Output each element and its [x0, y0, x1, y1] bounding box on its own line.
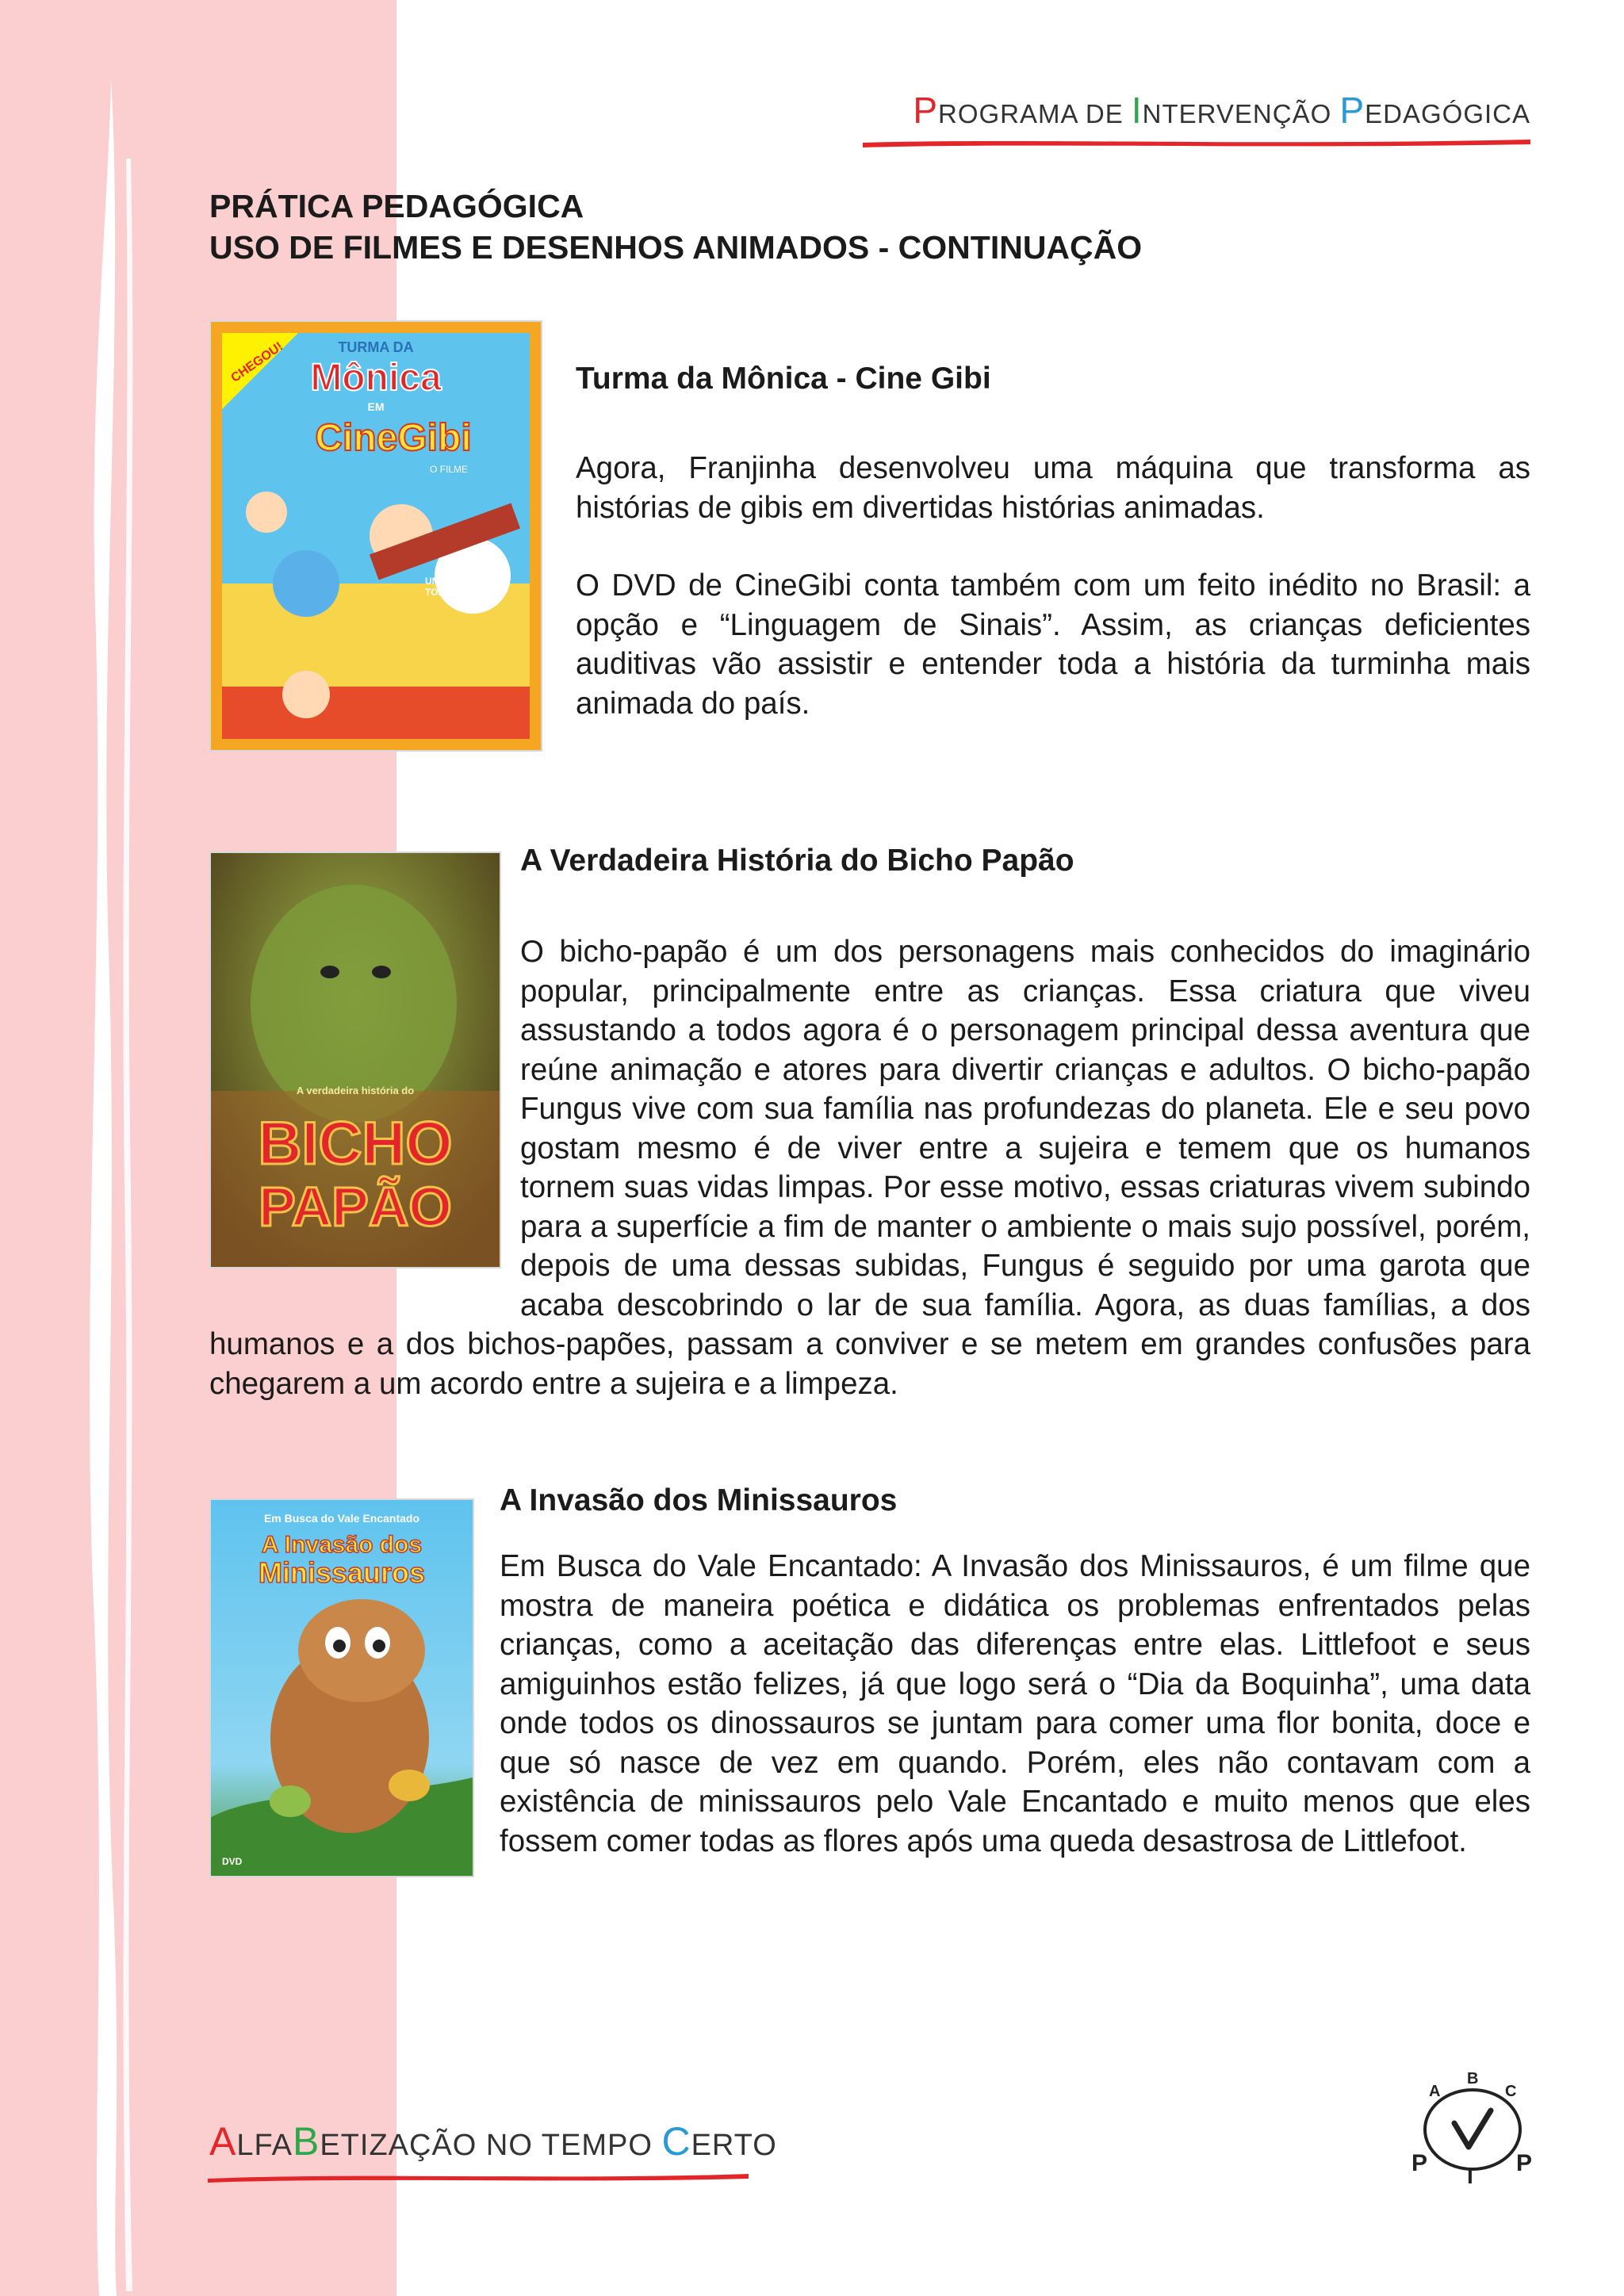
footer-program-name [209, 2118, 777, 2164]
header-cap-p2: P [1339, 90, 1365, 131]
cover1-chegou: CHEGOU! [228, 339, 286, 385]
logo-letter-c: C [1505, 2083, 1517, 2100]
white-brush-stroke [75, 79, 155, 2296]
footer-red-underline [208, 2169, 749, 2183]
logo-letter-b: B [1467, 2070, 1479, 2087]
cover-turma-da-monica [209, 320, 542, 752]
item-3-heading: A Invasão dos Minissauros [500, 1483, 898, 1517]
item-1-heading: Turma da Mônica - Cine Gibi [576, 362, 991, 396]
footer-text-3: ERTO [691, 2129, 777, 2162]
cover2-subtitle: A verdadeira história do [296, 1085, 415, 1096]
logo-letter-i: I [1467, 2164, 1473, 2187]
abc-pip-logo [1405, 2068, 1540, 2187]
cover1-o-filme: O FILME [429, 464, 469, 475]
cover2-bicho: BICHO [258, 1110, 453, 1177]
item-1-paragraph-2: O DVD de CineGibi conta também com um feito inédito no Brasil: a opção e “Linguagem de Sinais”. Assim, as crianças deficientes auditivas vão assistir e entender toda a história da turminha mais animada do país. [576, 568, 1530, 721]
cover1-cinegibi: CineGibi [315, 417, 472, 459]
cover3-em-busca: Em Busca do Vale Encantado [263, 1512, 420, 1525]
cover3-dvd: DVD [222, 1856, 243, 1867]
cover1-em: EM [367, 400, 385, 413]
header-red-underline [863, 135, 1530, 149]
running-header [913, 89, 1530, 132]
item-1-paragraph-1: Agora, Franjinha desenvolveu uma máquina que transforma as histórias de gibis em divertidas histórias animadas. [576, 451, 1530, 525]
header-text-1: ROGRAMA DE [938, 99, 1132, 128]
item-2-text-wrap-spacer [209, 932, 520, 1291]
logo-letter-p1: P [1411, 2150, 1428, 2176]
cover1-turma-da: TURMA DA [338, 339, 414, 355]
logo-letter-a: A [1429, 2083, 1441, 2100]
cover3-minissauros: Minissauros [258, 1556, 426, 1589]
cover2-papao: PAPÃO [259, 1176, 452, 1238]
header-cap-i: I [1131, 90, 1143, 131]
item-2-heading: A Verdadeira História do Bicho Papão [520, 844, 1074, 878]
logo-letter-p2: P [1516, 2150, 1533, 2176]
header-cap-p: P [913, 90, 938, 131]
cover1-monica: Mônica [310, 357, 442, 399]
cover1-tagline: UM FILME PARA TODA A FAMÍLIA [425, 576, 501, 598]
header-text-3: EDAGÓGICA [1365, 99, 1530, 128]
cover3-a-invasao: A Invasão dos [261, 1532, 423, 1558]
footer-cap-c: C [661, 2119, 691, 2164]
item-2-paragraph-text: O bicho-papão é um dos personagens mais conhecidos do imaginário popular, principalmente entre as crianças. Essa criatura que viveu assustando a todos agora é o personagem principal dessa aventura que reúne animação e atores para divertir crianças e adultos. O bicho-papão Fungus vive com sua família nas profundezas do planeta. Ele e seu povo gostam mesmo é de viver entre a sujeira e temem que os humanos tornem suas vidas limpas. Por esse motivo, essas criaturas vivem subindo para a superfície a fim de manter o ambiente o mais sujo possível, porém, depois de uma dessas subidas, Fungus é seguido por uma garota que acaba descobrindo o lar de sua família. Agora, as duas famílias, a dos humanos e a dos bichos-papões, passam a conviver e se metem em grandes confusões para chegarem a um acordo entre a sujeira e a limpeza. [209, 935, 1530, 1401]
footer-text-2: ETIZAÇÃO NO TEMPO [320, 2129, 662, 2162]
footer-cap-b: B [292, 2119, 320, 2164]
page-title-line-1: PRÁTICA PEDAGÓGICA [209, 188, 584, 224]
cover-minissauros [209, 1498, 474, 1877]
item-3-paragraph: Em Busca do Vale Encantado: A Invasão dos Minissauros, é um filme que mostra de maneira poética e didática os problemas enfrentados pelas crianças, como a aceitação das diferenças entre elas. Littlefoot e seus amiguinhos estão felizes, já que logo será o “Dia da Boquinha”, uma data onde todos os dinossauros se juntam para comer uma flor bonita, doce e que só nasce de vez em quando. Porém, eles não contavam com a existência de minissauros pelo Vale Encantado e muito menos que eles fossem comer todas as flores após uma queda desastrosa de Littlefoot. [500, 1549, 1530, 1858]
header-text-2: NTERVENÇÃO [1142, 99, 1340, 128]
page-title [209, 186, 1142, 268]
footer-cap-a: A [209, 2119, 237, 2164]
footer-text-1: LFA [236, 2129, 293, 2162]
item-2-paragraph [209, 932, 1530, 1403]
page-title-line-2: USO DE FILMES E DESENHOS ANIMADOS - CONTINUAÇÃO [209, 229, 1143, 266]
